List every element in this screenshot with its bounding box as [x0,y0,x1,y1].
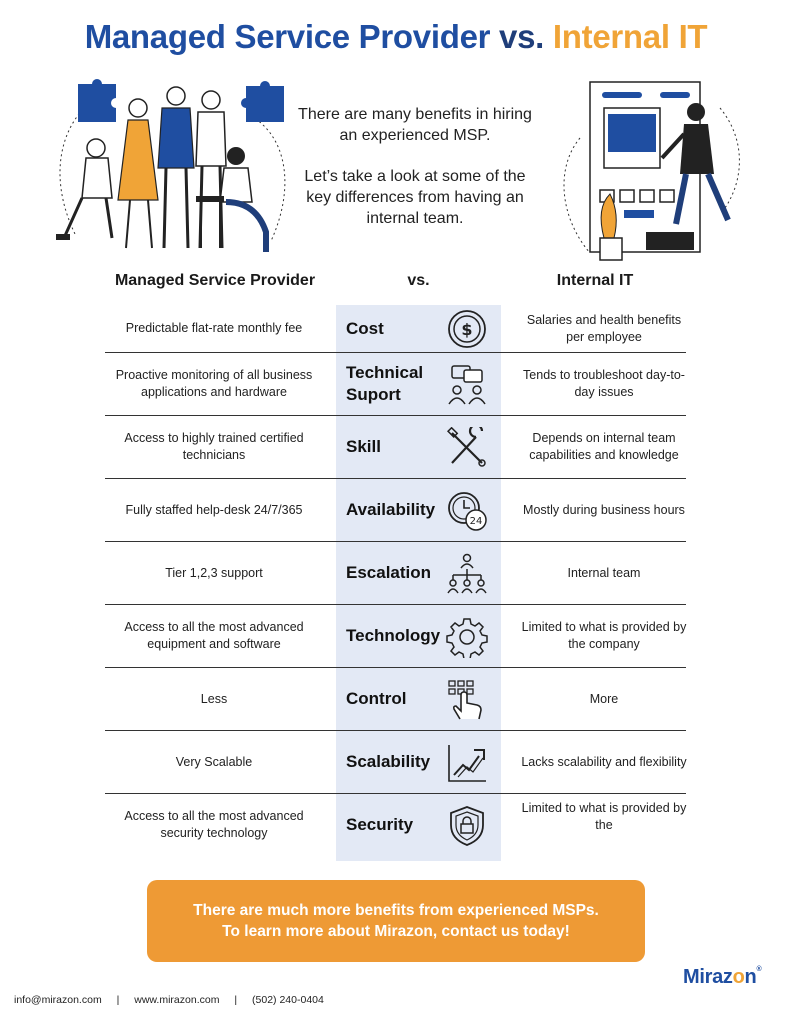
column-header-internal: Internal IT [556,272,634,289]
title-vs: vs. [499,18,545,55]
table-row [105,479,686,542]
internal-cell: Tends to troubleshoot day-to-day issues [523,368,685,399]
category-label: Control [346,689,407,708]
column-header-vs: vs. [407,272,430,289]
growth-chart-icon [446,742,488,784]
msp-cell: Tier 1,2,3 support [165,565,263,580]
msp-cell: Access to all the most advanced security technology [124,809,304,840]
category-cell [336,668,501,730]
footer-phone: (502) 240-0404 [252,994,324,1006]
category-cell [336,305,501,352]
category-cell [336,353,501,415]
title-internal-it: Internal IT [552,18,708,55]
msp-cell: Less [200,691,228,706]
comparison-table [105,305,686,856]
category-label: Escalation [346,563,432,582]
contact-cta-banner[interactable] [147,880,645,962]
table-row [105,416,686,479]
dollar-coin-icon [446,308,488,350]
category-label: Availability [346,500,436,519]
cta-line-1: There are much more benefits from experienced MSPs. [193,902,599,919]
table-row [105,353,686,416]
table-row [105,605,686,668]
internal-cell: Limited to what is provided by the company [521,620,687,651]
msp-cell: Proactive monitoring of all business applications and hardware [115,368,313,399]
title-msp: Managed Service Provider [84,18,491,55]
table-row [105,668,686,731]
category-cell [336,479,501,541]
footer-separator: | [116,994,120,1006]
internal-cell: Depends on internal team capabilities and knowledge [529,431,679,462]
table-row [105,305,686,353]
org-chart-icon [446,553,488,595]
shield-lock-icon [446,805,488,847]
internal-cell: Salaries and health benefits per employee [526,312,682,344]
footer-website[interactable]: www.mirazon.com [134,994,220,1006]
svg-text:24: 24 [469,516,483,527]
footer-separator: | [234,994,238,1006]
internal-cell: Internal team [567,565,641,580]
tools-icon [446,427,488,469]
category-label: Skill [346,437,381,456]
web-worker-illustration [560,78,750,268]
intro-paragraph-1: There are many benefits in hiring an experienced MSP. [298,106,532,144]
logo-mark: ® [756,966,762,973]
category-label: Technology [346,626,441,645]
category-label: Cost [346,318,384,338]
touch-keypad-icon [446,679,488,721]
footer-contact [14,994,324,1006]
category-cell [336,542,501,604]
logo-text-a: Miraz [683,966,733,988]
support-people-icon [446,364,488,406]
category-cell [336,605,501,667]
intro-text [290,104,540,249]
column-header-msp: Managed Service Provider [114,272,316,289]
category-cell [336,794,501,856]
internal-cell: Lacks scalability and flexibility [521,754,687,769]
internal-cell: Limited to what is provided by the [521,801,687,832]
intro-paragraph-2: Let’s take a look at some of the key differences from having an internal team. [304,168,526,227]
svg-text:$: $ [461,320,473,339]
internal-cell: More [589,691,619,706]
msp-cell: Access to highly trained certified technicians [124,431,304,462]
category-cell [336,416,501,478]
internal-cell: Mostly during business hours [523,502,685,517]
team-illustration [46,76,306,266]
table-row [105,731,686,794]
category-label: Security [346,815,414,834]
table-row [105,794,686,856]
msp-cell: Fully staffed help-desk 24/7/365 [125,502,303,517]
clock-24-icon [446,490,488,532]
logo-text-o: o [732,966,745,988]
msp-cell: Access to all the most advanced equipment and software [124,620,304,651]
mirazon-logo [683,966,761,989]
page-title [0,18,792,56]
table-row [105,542,686,605]
category-label: Technical Suport [346,363,424,404]
cta-line-2: To learn more about Mirazon, contact us today! [222,923,570,940]
footer-email[interactable]: info@mirazon.com [14,994,102,1006]
msp-cell: Predictable flat-rate monthly fee [125,321,303,335]
gear-icon [446,616,488,658]
msp-cell: Very Scalable [175,754,253,769]
category-cell [336,731,501,793]
category-label: Scalability [346,752,431,771]
logo-text-b: n [744,966,757,988]
